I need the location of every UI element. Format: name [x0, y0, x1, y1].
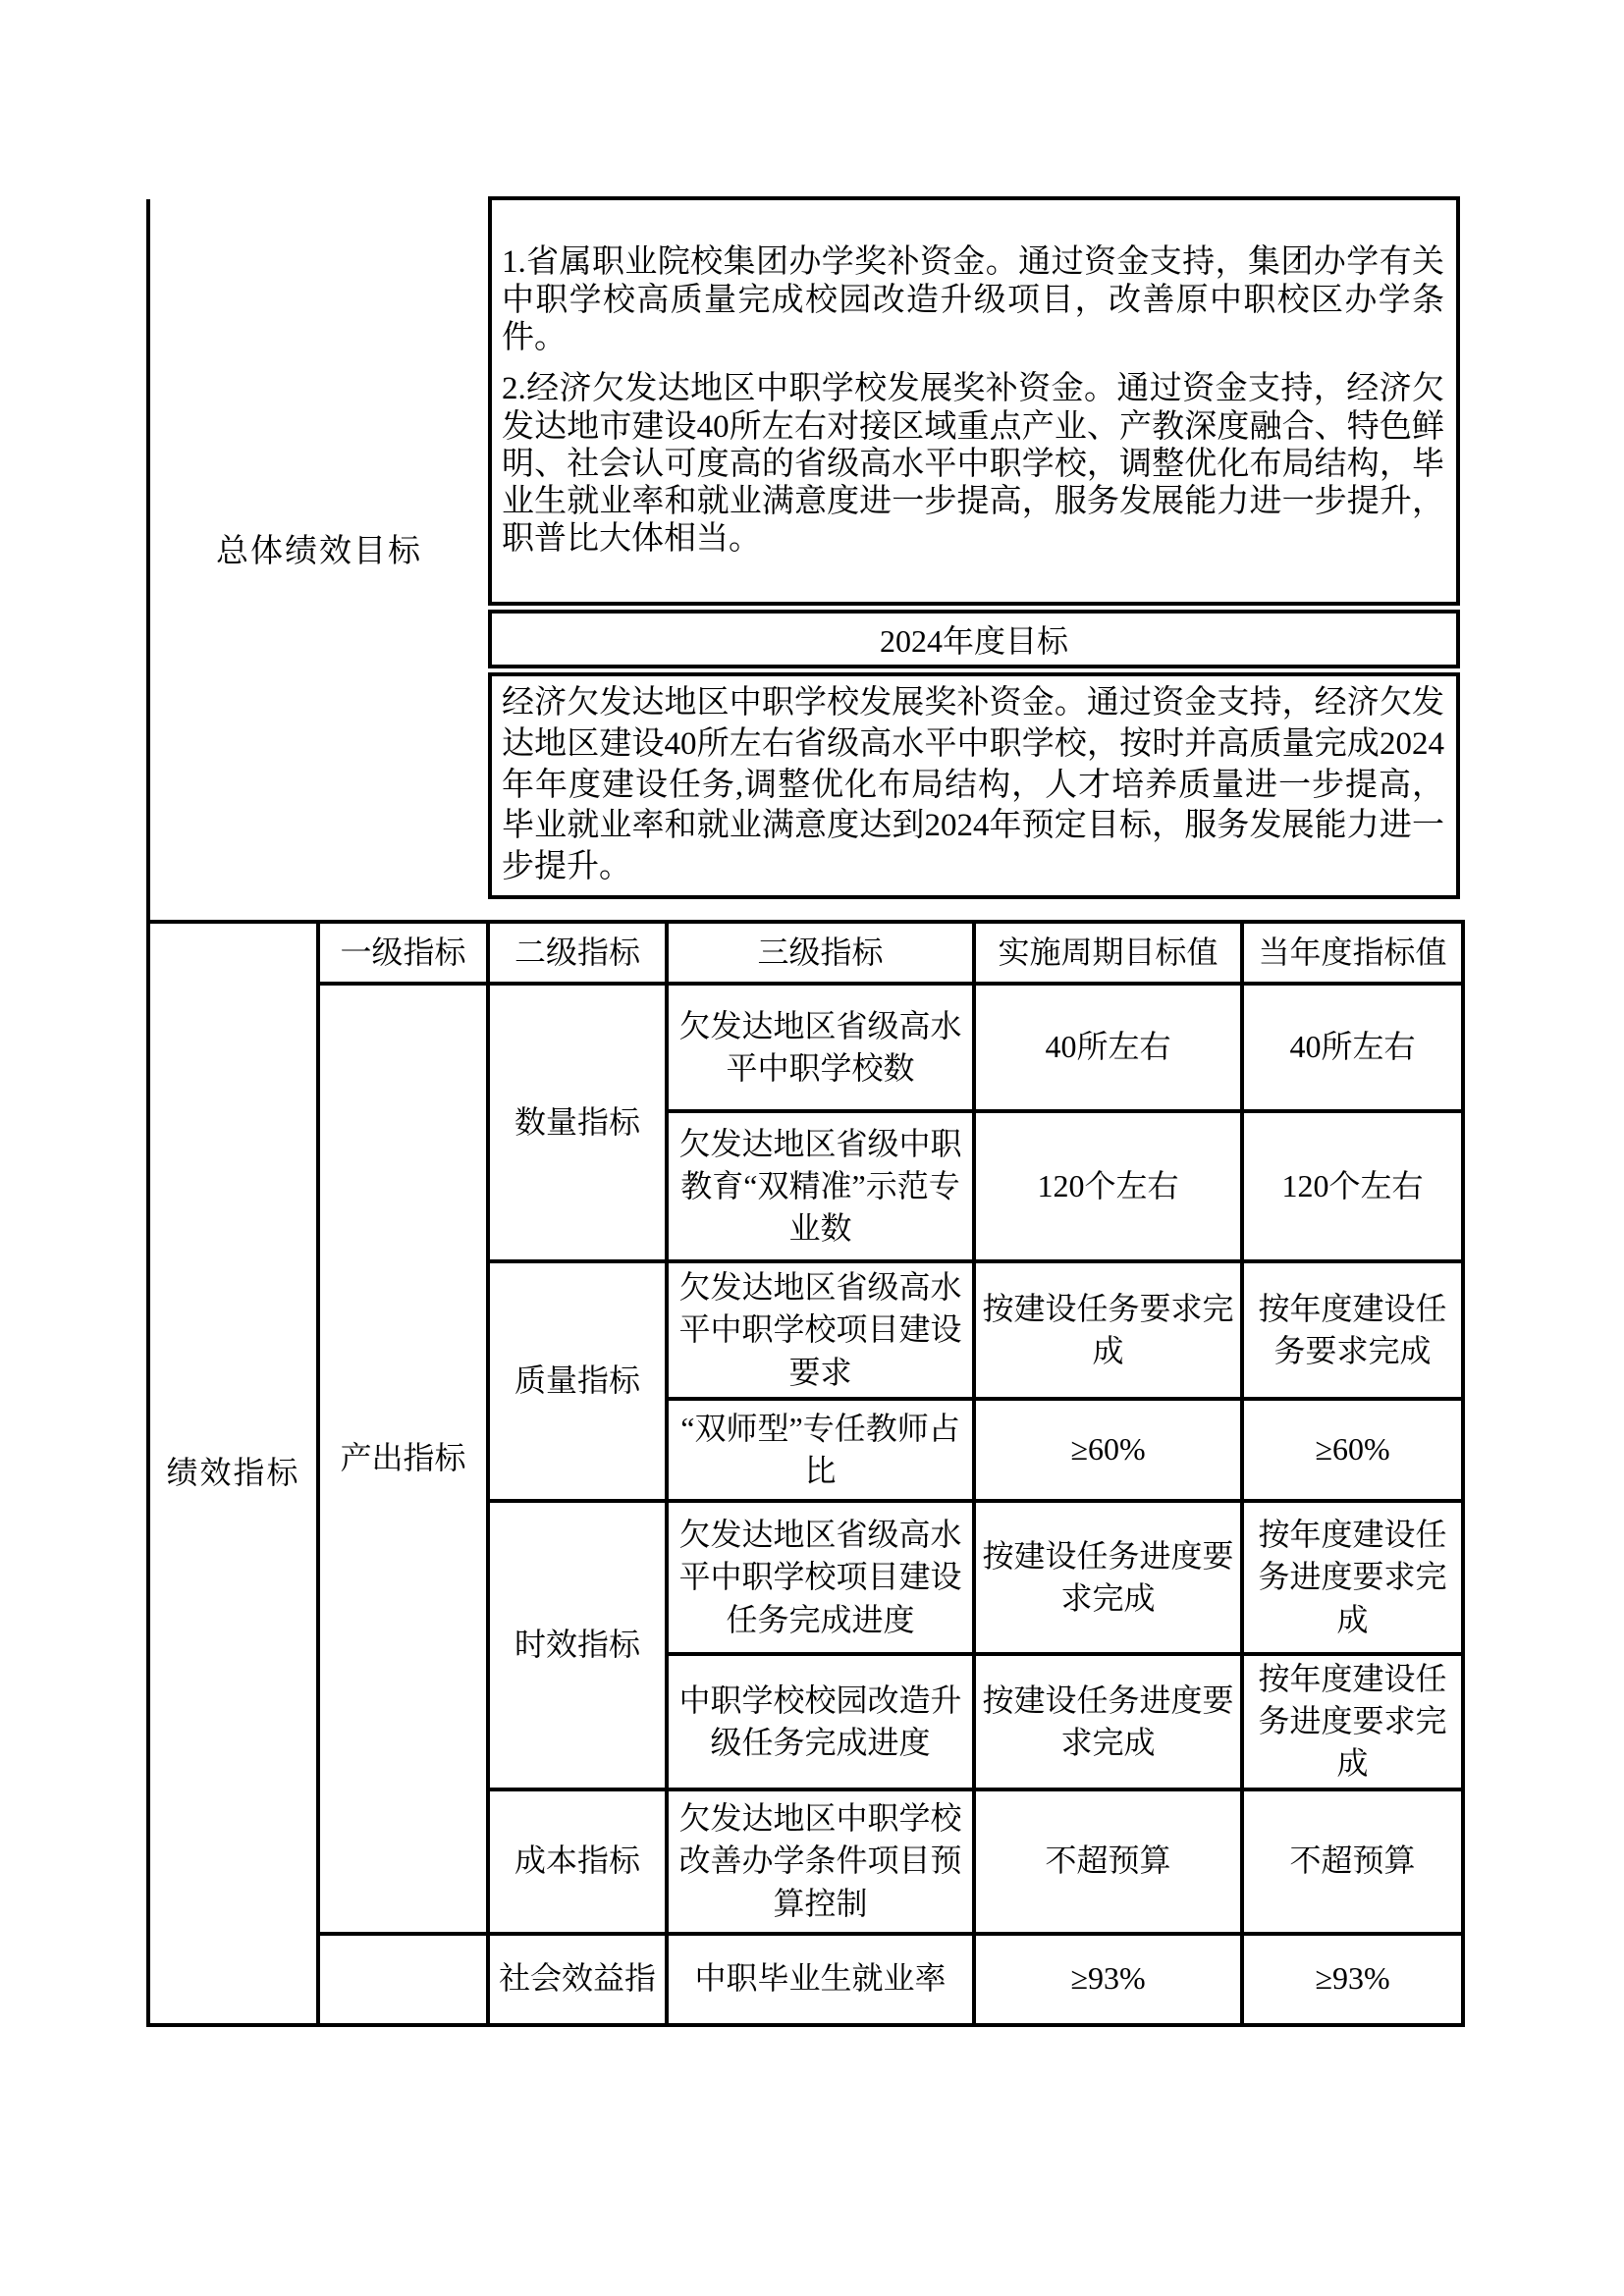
annual-target-cell: 按年度建设任务进度要求完成: [1242, 1654, 1463, 1789]
level2-cell-quality: 质量指标: [488, 1261, 667, 1501]
header-cell-level2: 二级指标: [488, 922, 667, 984]
table-header-row: [148, 922, 1463, 984]
level3-cell: 欠发达地区省级中职教育“双精准”示范专业数: [667, 1111, 974, 1261]
annual-target-cell: ≥60%: [1242, 1399, 1463, 1501]
overall-target-box: [488, 196, 1460, 606]
level3-cell: 中职学校校园改造升级任务完成进度: [667, 1654, 974, 1789]
level3-cell: 欠发达地区中职学校改善办学条件项目预算控制: [667, 1789, 974, 1934]
level3-cell: 欠发达地区省级高水平中职学校项目建设任务完成进度: [667, 1501, 974, 1654]
level2-cell-social-benefit: 社会效益指: [488, 1934, 667, 2025]
level2-cell-cost: 成本指标: [488, 1789, 667, 1934]
level1-cell-cutoff: [318, 1934, 488, 2025]
period-target-cell: ≥60%: [974, 1399, 1242, 1501]
header-cell-period-target: 实施周期目标值: [974, 922, 1242, 984]
header-cell-level1: 一级指标: [318, 922, 488, 984]
annual-target-cell: ≥93%: [1242, 1934, 1463, 2025]
header-cell-level3: 三级指标: [667, 922, 974, 984]
overall-target-paragraph-1: 1.省属职业院校集团办学奖补资金。通过资金支持，集团办学有关中职学校高质量完成校园改造升级项目，改善原中职校区办学条件。: [502, 244, 1444, 355]
annual-target-cell: 按年度建设任务进度要求完成: [1242, 1501, 1463, 1654]
period-target-cell: ≥93%: [974, 1934, 1242, 2025]
period-target-cell: 按建设任务进度要求完成: [974, 1501, 1242, 1654]
period-target-cell: 按建设任务要求完成: [974, 1261, 1242, 1399]
annual-target-cell: 40所左右: [1242, 984, 1463, 1111]
overall-target-paragraph-2: 2.经济欠发达地区中职学校发展奖补资金。通过资金支持，经济欠发达地市建设40所左右对接区域重点产业、产教深度融合、特色鲜明、社会认可度高的省级高水平中职学校，调整优化布局结构，毕业生就业率和就业满意度进一步提高，服务发展能力进一步提升，职普比大体相当。: [502, 371, 1444, 558]
annual-target-box: [488, 672, 1460, 899]
annual-target-cell: 120个左右: [1242, 1111, 1463, 1261]
table-row: [148, 984, 1463, 1111]
annual-target-header: [488, 610, 1460, 668]
perf-indicator-label-cell: 绩效指标: [148, 922, 318, 2025]
level3-cell: “双师型”专任教师占比: [667, 1399, 974, 1501]
level2-cell-quantity: 数量指标: [488, 984, 667, 1261]
level3-cell: 中职毕业生就业率: [667, 1934, 974, 2025]
period-target-cell: 按建设任务进度要求完成: [974, 1654, 1242, 1789]
period-target-cell: 40所左右: [974, 984, 1242, 1111]
period-target-cell: 不超预算: [974, 1789, 1242, 1934]
annual-target-cell: 不超预算: [1242, 1789, 1463, 1934]
annual-target-header-text: 2024年度目标: [879, 623, 1068, 659]
overall-target-label: 总体绩效目标: [216, 533, 422, 569]
level3-cell: 欠发达地区省级高水平中职学校数: [667, 984, 974, 1111]
overall-target-section: [488, 196, 1460, 899]
level1-cell-output: 产出指标: [318, 984, 488, 1934]
annual-target-cell: 按年度建设任务要求完成: [1242, 1261, 1463, 1399]
table-row: [148, 1934, 1463, 2025]
indicator-table: [146, 920, 1465, 2027]
header-cell-annual-target: 当年度指标值: [1242, 922, 1463, 984]
level2-cell-timeliness: 时效指标: [488, 1501, 667, 1789]
level3-cell: 欠发达地区省级高水平中职学校项目建设要求: [667, 1261, 974, 1399]
annual-target-text: 经济欠发达地区中职学校发展奖补资金。通过资金支持，经济欠发达地区建设40所左右省级高水平中职学校，按时并高质量完成2024年年度建设任务,调整优化布局结构，人才培养质量进一步提高，毕业就业率和就业满意度达到2024年预定目标，服务发展能力进一步提升。: [502, 684, 1444, 885]
period-target-cell: 120个左右: [974, 1111, 1242, 1261]
